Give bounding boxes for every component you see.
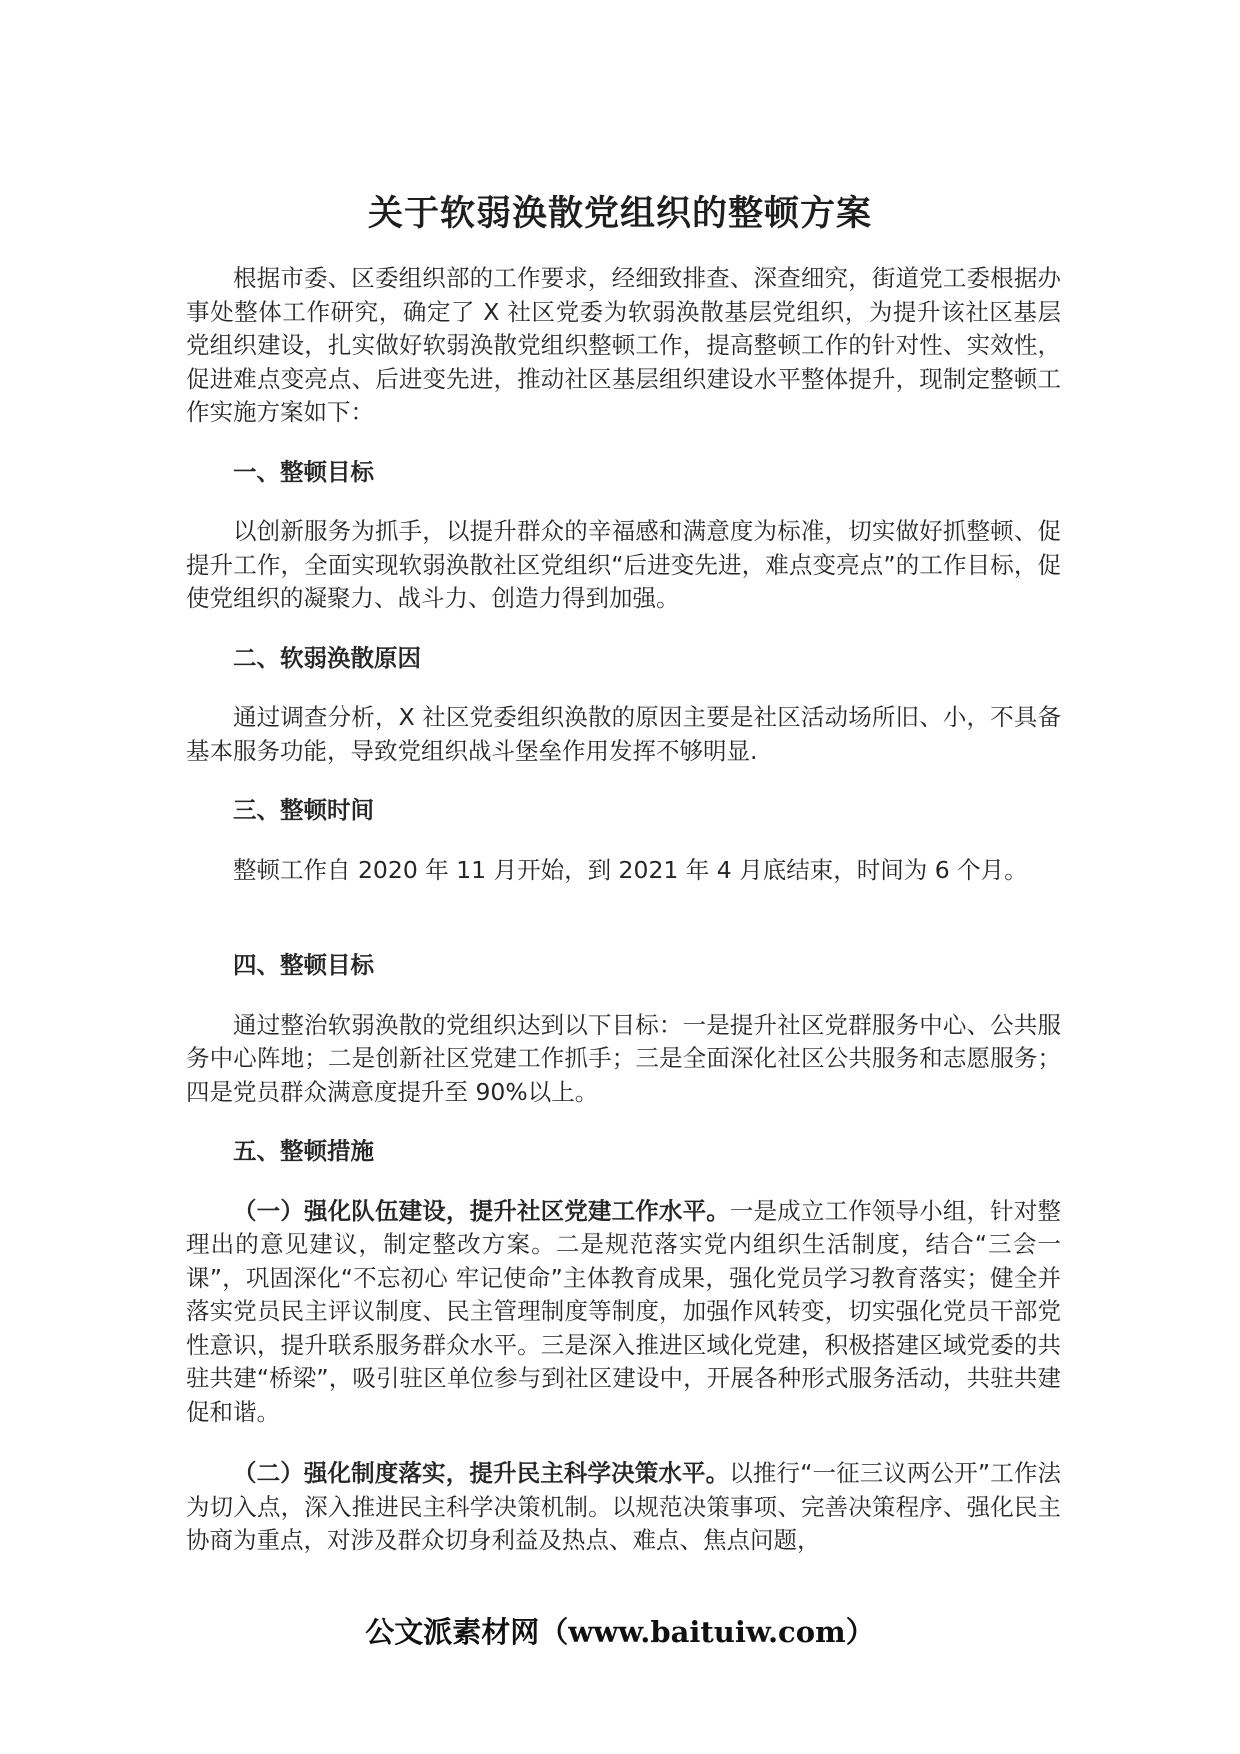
section-heading-goal: 一、整顿目标 [233, 457, 374, 486]
section-body-cause: 通过调查分析，X 社区党委组织涣散的原因主要是社区活动场所旧、小，不具备基本服务功能，导致党组织战斗堡垒作用发挥不够明显. [186, 703, 1061, 765]
measure-lead-2: （二）强化制度落实，提升民主科学决策水平。 [233, 1459, 730, 1487]
measure-lead-1: （一）强化队伍建设，提升社区党建工作水平。 [233, 1196, 730, 1225]
footer-watermark: 公文派素材网（www.baituiw.com） [365, 1615, 875, 1649]
section-heading-target: 四、整顿目标 [233, 951, 374, 979]
document-body [186, 262, 1061, 1558]
section-body-time: 整顿工作自 2020 年 11 月开始，到 2021 年 4 月底结束，时间为 6 个月。 [233, 855, 1028, 884]
section-heading-cause: 二、软弱涣散原因 [233, 643, 421, 672]
section-body-target: 通过整治软弱涣散的党组织达到以下目标：一是提升社区党群服务中心、公共服务中心阵地；二是创新社区党建工作抓手；三是全面深化社区公共服务和志愿服务；四是党员群众满意度提升至 90%以上。 [186, 1010, 1061, 1106]
document-title: 关于软弱涣散党组织的整顿方案 [367, 194, 872, 234]
measure-paragraph-1 [186, 1195, 1061, 1430]
measure-paragraph-2 [186, 1457, 1061, 1558]
intro-paragraph: 根据市委、区委组织部的工作要求，经细致排查、深查细究，街道党工委根据办事处整体工作研究，确定了 X 社区党委为软弱涣散基层党组织，为提升该社区基层党组织建设，扎实做好软弱涣散党组织整顿工作，提高整顿工作的针对性、实效性，促进难点变亮点、后进变先进，推动社区基层组织建设水平整体提升，现制定整顿工作实施方案如下： [186, 264, 1061, 426]
measure-text-1: 一是成立工作领导小组，针对整理出的意见建议，制定整改方案。二是规范落实党内组织生活制度，结合“三会一课”，巩固深化“不忘初心 牢记使命”主体教育成果，强化党员学习教育落实；健全并落实党员民主评议制度、民主管理制度等制度，加强作风转变，切实强化党员干部党性意识，提升联系服务群众水平。三是深入推进区域化党建，积极搭建区域党委的共驻共建“桥梁”，吸引驻区单位参与到社区建设中，开展各种形式服务活动，共驻共建促和谐。 [186, 1196, 1062, 1426]
measure-text-2: 以推行“一征三议两公开”工作法为切入点，深入推进民主科学决策机制。以规范决策事项、完善决策程序、强化民主协商为重点，对涉及群众切身利益及热点、难点、焦点问题， [186, 1459, 1062, 1554]
section-heading-time: 三、整顿时间 [233, 796, 374, 824]
section-body-goal: 以创新服务为抓手，以提升群众的辛福感和满意度为标准，切实做好抓整顿、促提升工作，全面实现软弱涣散社区党组织“后进变先进，难点变亮点”的工作目标，促使党组织的凝聚力、战斗力、创造力得到加强。 [186, 517, 1061, 612]
section-heading-measures: 五、整顿措施 [233, 1137, 374, 1165]
